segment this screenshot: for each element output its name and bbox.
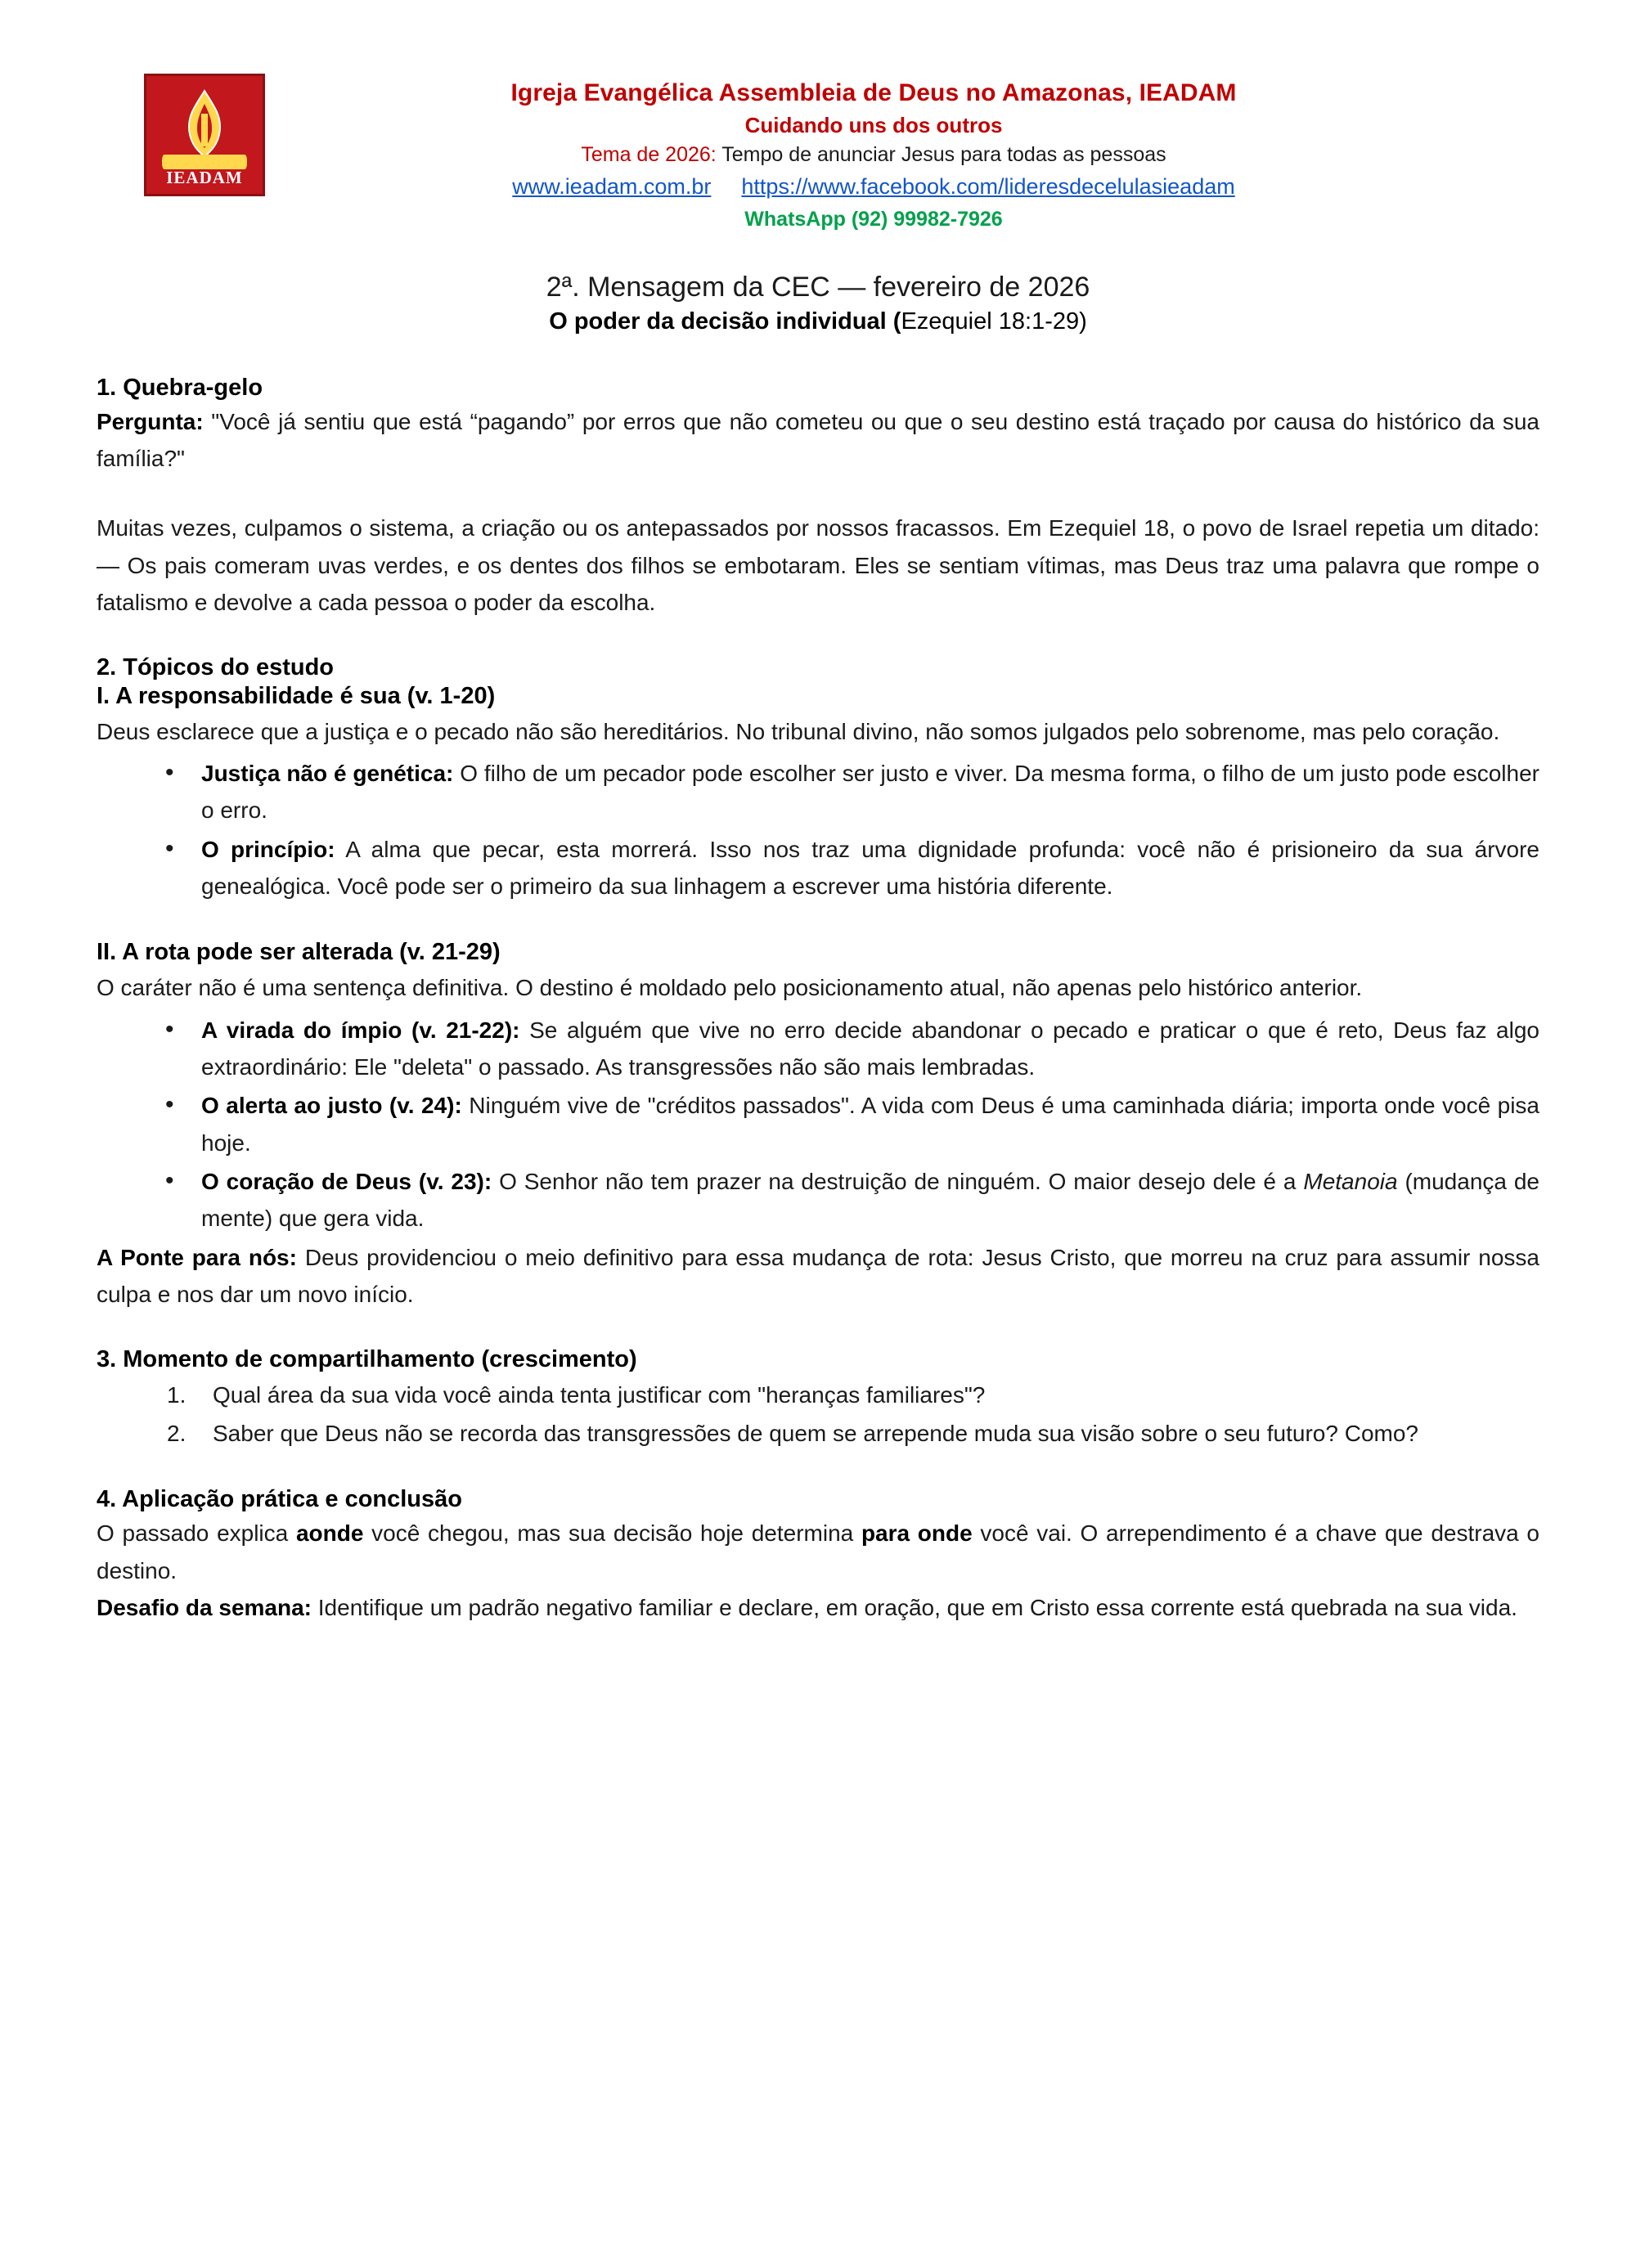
list-item: Saber que Deus não se recorda das transgressões de quem se arrepende muda sua visão sobre o seu futuro? Como? bbox=[213, 1420, 1418, 1446]
closing-label: A Ponte para nós: bbox=[97, 1244, 297, 1270]
bullet-label: O alerta ao justo (v. 24): bbox=[201, 1093, 462, 1119]
challenge-label: Desafio da semana: bbox=[97, 1595, 312, 1620]
document-header bbox=[97, 64, 1539, 236]
year-theme bbox=[265, 140, 1482, 171]
logo-acronym: IEADAM bbox=[166, 168, 243, 187]
s4-text-c: você chegou, mas sua decisão hoje determina bbox=[363, 1520, 861, 1547]
list-item bbox=[201, 831, 1539, 905]
facebook-link[interactable]: https://www.facebook.com/lideresdecelulasieadam bbox=[741, 174, 1235, 200]
s4-text-e: você vai. O arrependimento é a chave que destrava o destino. bbox=[97, 1520, 1539, 1583]
s4-bold-aonde: aonde bbox=[295, 1520, 364, 1547]
header-links bbox=[265, 170, 1482, 204]
flame-icon bbox=[179, 89, 230, 158]
section-3-heading: 3. Momento de compartilhamento (crescimento) bbox=[97, 1345, 637, 1372]
bullet-text: O filho de um pecador pode escolher ser justo e viver. Da mesma forma, o filho de um justo pode escolher o erro. bbox=[201, 760, 1539, 824]
list-item bbox=[201, 1087, 1539, 1161]
section-4-paragraph bbox=[97, 1515, 1539, 1589]
bullet-label: O princípio: bbox=[201, 836, 335, 862]
s4-bold-para-onde: para onde bbox=[861, 1520, 973, 1547]
list-item bbox=[201, 755, 1539, 829]
list-item bbox=[201, 1012, 1539, 1086]
bullet-label: A virada do ímpio (v. 21-22): bbox=[201, 1017, 520, 1043]
header-text-block bbox=[265, 64, 1539, 236]
whatsapp-contact: WhatsApp (92) 99982-7926 bbox=[744, 208, 1003, 231]
church-motto: Cuidando uns dos outros bbox=[744, 112, 1003, 137]
subtitle-bold: O poder da decisão individual ( bbox=[549, 308, 901, 335]
section-4-challenge bbox=[97, 1589, 1539, 1626]
topic-2-intro: O caráter não é uma sentença definitiva. O destino é moldado pelo posicionamento atual, não apenas pelo histórico anterior. bbox=[97, 975, 1363, 1001]
bullet-text: A alma que pecar, esta morrerá. Isso nos traz uma dignidade profunda: você não é prisioneiro da sua árvore genealógica. Você pode ser o primeiro da sua linhagem a escrever uma história diferente. bbox=[201, 836, 1539, 899]
page-subtitle bbox=[97, 308, 1539, 335]
bullet-text-after: (mudança de mente) que gera vida. bbox=[201, 1169, 1540, 1232]
topic-1-bullet-list bbox=[97, 755, 1539, 905]
bullet-italic-term: Metanoia bbox=[1303, 1169, 1398, 1195]
theme-label: Tema de 2026: bbox=[581, 142, 717, 166]
bullet-text: O Senhor não tem prazer na destruição de ninguém. O maior desejo dele é a bbox=[492, 1169, 1304, 1195]
topic-2-closing bbox=[97, 1239, 1539, 1314]
topic-1-heading: I. A responsabilidade é sua (v. 1-20) bbox=[97, 682, 496, 709]
bullet-label: Justiça não é genética: bbox=[201, 760, 454, 786]
bullet-label: O coração de Deus (v. 23): bbox=[201, 1169, 492, 1195]
closing-text: Deus providenciou o meio definitivo para essa mudança de rota: Jesus Cristo, que morreu na cruz para assumir nossa culpa e nos dar um novo início. bbox=[97, 1244, 1539, 1308]
bullet-text: Ninguém vive de "créditos passados". A vida com Deus é uma caminhada diária; importa onde você pisa hoje. bbox=[201, 1093, 1539, 1156]
theme-text: Tempo de anunciar Jesus para todas as pessoas bbox=[721, 142, 1166, 166]
challenge-text: Identifique um padrão negativo familiar e declare, em oração, que em Cristo essa corrente está quebrada na sua vida. bbox=[312, 1595, 1517, 1620]
topic-2-bullet-list bbox=[97, 1012, 1539, 1237]
s4-text-a: O passado explica bbox=[97, 1520, 296, 1547]
topic-2-heading: II. A rota pode ser alterada (v. 21-29) bbox=[97, 939, 501, 966]
page-title: 2ª. Mensagem da CEC — fevereiro de 2026 bbox=[546, 271, 1090, 303]
question-text: "Você já sentiu que está “pagando” por erros que não cometeu ou que o seu destino está traçado por causa do histórico da sua família?" bbox=[97, 408, 1539, 472]
section-2-heading: 2. Tópicos do estudo bbox=[97, 653, 335, 680]
list-item: Qual área da sua vida você ainda tenta justificar com "heranças familiares"? bbox=[213, 1381, 986, 1408]
website-link[interactable]: www.ieadam.com.br bbox=[512, 174, 712, 200]
church-name: Igreja Evangélica Assembleia de Deus no Amazonas, IEADAM bbox=[510, 79, 1237, 106]
ieadam-logo bbox=[144, 74, 265, 196]
section-1-heading: 1. Quebra-gelo bbox=[97, 374, 263, 401]
subtitle-reference: Ezequiel 18:1-29) bbox=[901, 308, 1087, 335]
question-label: Pergunta: bbox=[97, 408, 204, 434]
section-1-paragraph: Muitas vezes, culpamos o sistema, a criação ou os antepassados por nossos fracassos. Em Ezequiel 18, o povo de Israel repetia um ditado: — Os pais comeram uvas verdes, e os dentes dos filhos se embotaram. Eles se sentiam vítimas, mas Deus traz uma palavra que rompe o fatalismo e devolve a cada pessoa o poder da escolha. bbox=[97, 515, 1539, 616]
bullet-text: Se alguém que vive no erro decide abandonar o pecado e praticar o que é reto, Deus faz algo extraordinário: Ele "deleta" o passado. As transgressões não são mais lembradas. bbox=[201, 1017, 1539, 1080]
section-1-question bbox=[97, 403, 1539, 478]
list-item bbox=[201, 1163, 1539, 1237]
section-3-question-list bbox=[97, 1377, 1539, 1453]
topic-1-intro: Deus esclarece que a justiça e o pecado não são hereditários. No tribunal divino, não somos julgados pelo sobrenome, mas pelo coração. bbox=[97, 718, 1500, 744]
section-4-heading: 4. Aplicação prática e conclusão bbox=[97, 1486, 462, 1513]
